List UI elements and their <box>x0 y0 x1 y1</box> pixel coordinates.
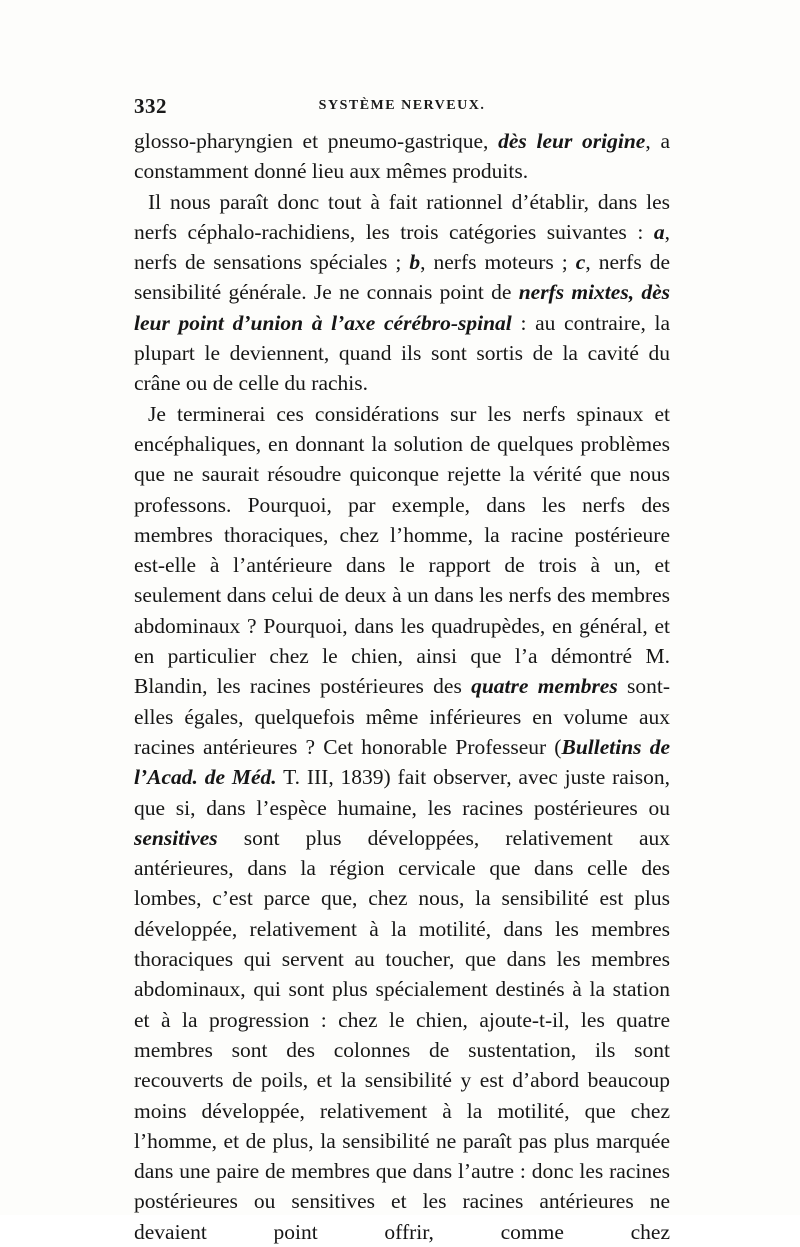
italic-segment: dès leur origine <box>498 129 646 153</box>
page-header <box>134 94 670 120</box>
italic-segment: sensitives <box>134 825 218 850</box>
page-number: 332 <box>134 94 167 118</box>
paragraph-3 <box>134 399 670 1247</box>
text-segment: T. III, 1839) fait observer, avec juste raison, que si, dans l’espèce humaine, les racines postérieures ou <box>134 765 671 820</box>
italic-segment: a <box>653 219 665 244</box>
text-segment: sont plus développées, relativement aux antérieures, dans la région cervicale que dans celle des lombes, c’est parce que, chez nous, la sensibilité est plus développée, relativement à la motilité, dans les membres thoraciques qui servent au toucher, que dans les membres abdominaux, qui sont plus spécialement destinés à la station et à la progression : chez le chien, ajoute-t-il, les quatre membres sont des colonnes de sustentation, ils sont recouverts de poils, et la sensibilité y est d’abord beaucoup moins développée, relativement à la motilité, que chez l’homme, et de plus, la sensibilité ne paraît pas plus marquée dans une paire de membres que dans l’autre : donc les racines postérieures ou sensitives et les racines antérieures ne devaient point offrir, comme chez <box>134 825 670 1244</box>
italic-segment: quatre membres <box>471 674 618 699</box>
italic-segment: c <box>575 250 586 275</box>
text-segment: Il nous paraît donc tout à fait rationnel d’établir, dans les nerfs céphalo-rachidiens, les trois catégories suivantes : <box>134 189 670 244</box>
text-segment: sont-elles égales, quelquefois même inférieures en volume aux racines antérieures ? Cet honorable Professeur ( <box>134 674 670 759</box>
text-segment: , nerfs moteurs ; <box>420 250 576 275</box>
italic-segment: nerfs mixtes, dès leur point d’union à l’axe cérébro-spinal <box>134 280 671 335</box>
paragraph-1 <box>134 126 670 187</box>
paragraph-2 <box>134 187 670 399</box>
body-text <box>134 126 670 1247</box>
text-segment: , nerfs de sensibilité générale. Je ne connais point de <box>134 250 671 305</box>
italic-segment: b <box>409 250 421 275</box>
text-segment: : au contraire, la plupart le deviennent, quand ils sont sortis de la cavité du crâne ou de celle du rachis. <box>134 310 671 396</box>
text-segment: glosso-pharyngien et pneumo-gastrique, <box>134 129 499 153</box>
italic-segment: Bulletins de l’Acad. de Méd. <box>134 734 671 790</box>
text-segment: Je terminerai ces considérations sur les nerfs spinaux et encéphaliques, en donnant la solution de quelques problèmes que ne saurait résoudre quiconque rejette la vérité que nous professons. Pourquoi, par exemple, dans les nerfs des membres thoraciques, chez l’homme, la racine postérieure est-elle à l’antérieure dans le rapport de trois à un, et seulement dans celui de deux à un dans les nerfs des membres abdominaux ? Pourquoi, dans les quadrupèdes, en général, et en particulier chez le chien, ainsi que l’a démontré M. Blandin, les racines postérieures des <box>134 401 670 699</box>
running-title: SYSTÈME NERVEUX. <box>318 98 486 113</box>
text-segment: , nerfs de sensations spéciales ; <box>134 219 670 275</box>
text-segment: , a constamment donné lieu aux mêmes produits. <box>134 129 670 184</box>
